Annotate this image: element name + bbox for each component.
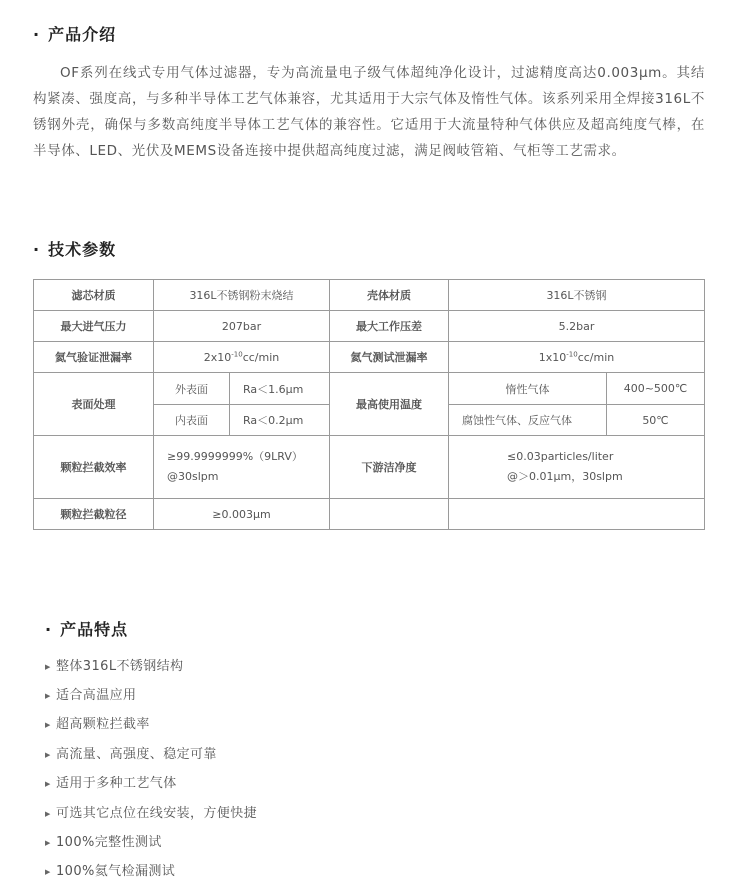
spec-row-particle-size (34, 499, 705, 530)
spec-value-core-material: 316L不锈钢粉末烧结 (154, 280, 330, 311)
bullet-dot: · (45, 620, 53, 639)
efficiency-line-1: ≥99.9999999%（9LRV） (167, 450, 303, 463)
feature-item (45, 858, 257, 887)
bullet-dot: · (33, 240, 41, 259)
feature-text: 可选其它点位在线安装，方便快捷 (56, 805, 258, 821)
leak-base: 1x10 (538, 350, 567, 364)
feature-item (45, 681, 257, 710)
intro-section-title (33, 22, 116, 45)
spec-value-helium-test-leak (449, 342, 705, 373)
spec-row-efficiency (34, 436, 705, 499)
spec-title-text: 技术参数 (48, 240, 117, 259)
spec-label-surface-treatment: 表面处理 (34, 373, 154, 436)
features-title-text: 产品特点 (60, 620, 129, 639)
spec-value-max-differential-pressure: 5.2bar (449, 311, 705, 342)
spec-label-core-material: 滤芯材质 (34, 280, 154, 311)
spec-sub-label-inert-gas: 惰性气体 (449, 373, 607, 405)
spec-value-particle-efficiency (154, 436, 330, 499)
spec-empty-cell (449, 499, 705, 530)
spec-label-helium-test-leak: 氦气测试泄漏率 (330, 342, 449, 373)
triangle-right-icon: ▶ (45, 662, 51, 671)
spec-section-title (33, 237, 116, 260)
spec-row-material (34, 280, 705, 311)
feature-item (45, 799, 257, 828)
triangle-right-icon: ▶ (45, 868, 51, 877)
spec-label-max-temperature: 最高使用温度 (330, 373, 449, 436)
triangle-right-icon: ▶ (45, 721, 51, 730)
spec-value-outer-roughness: Ra＜1.6μm (230, 373, 330, 405)
leak-exponent: -10 (231, 349, 243, 358)
feature-item (45, 711, 257, 740)
efficiency-line-2: @30slpm (167, 470, 219, 483)
spec-value-particle-size: ≥0.003μm (154, 499, 330, 530)
feature-text: 适合高温应用 (56, 688, 137, 704)
spec-table (33, 279, 705, 530)
feature-item (45, 828, 257, 857)
spec-label-particle-efficiency: 颗粒拦截效率 (34, 436, 154, 499)
feature-text: 超高颗粒拦截率 (56, 717, 150, 733)
leak-unit: cc/min (577, 350, 615, 364)
feature-text: 100%完整性测试 (56, 835, 162, 851)
spec-row-pressure (34, 311, 705, 342)
cleanliness-line-2: @＞0.01μm，30slpm (507, 470, 623, 483)
spec-label-particle-size: 颗粒拦截粒径 (34, 499, 154, 530)
spec-value-downstream-cleanliness (449, 436, 705, 499)
spec-label-max-differential-pressure: 最大工作压差 (330, 311, 449, 342)
spec-value-helium-verify-leak (154, 342, 330, 373)
intro-paragraph: OF系列在线式专用气体过滤器，专为高流量电子级气体超纯净化设计，过滤精度高达0.003μm。其结构紧凑、强度高，与多种半导体工艺气体兼容，尤其适用于大宗气体及惰性气体。该系列采用全焊接316L不锈钢外壳，确保与多数高纯度半导体工艺气体的兼容性。它适用于大流量特种气体供应及超高纯度气棒，在半导体、LED、光伏及MEMS设备连接中提供超高纯度过滤，满足阀岐管箱、气柜等工艺需求。 (33, 65, 705, 159)
spec-value-shell-material: 316L不锈钢 (449, 280, 705, 311)
triangle-right-icon: ▶ (45, 780, 51, 789)
spec-label-max-inlet-pressure: 最大进气压力 (34, 311, 154, 342)
spec-empty-cell (330, 499, 449, 530)
spec-row-surface-outer (34, 373, 705, 405)
spec-label-downstream-cleanliness: 下游洁净度 (330, 436, 449, 499)
feature-item (45, 770, 257, 799)
spec-value-inner-roughness: Ra＜0.2μm (230, 405, 330, 436)
feature-item (45, 740, 257, 769)
spec-value-corrosive-gas-temp: 50℃ (607, 405, 705, 436)
features-section-title (45, 617, 128, 640)
spec-sub-label-outer: 外表面 (154, 373, 230, 405)
triangle-right-icon: ▶ (45, 750, 51, 759)
spec-label-helium-verify-leak: 氦气验证泄漏率 (34, 342, 154, 373)
spec-sub-label-inner: 内表面 (154, 405, 230, 436)
spec-label-shell-material: 壳体材质 (330, 280, 449, 311)
feature-text: 整体316L不锈钢结构 (56, 658, 184, 674)
intro-title-text: 产品介绍 (48, 25, 117, 44)
feature-text: 100%氦气检漏测试 (56, 864, 176, 880)
triangle-right-icon: ▶ (45, 809, 51, 818)
feature-text: 高流量、高强度、稳定可靠 (56, 746, 217, 762)
triangle-right-icon: ▶ (45, 839, 51, 848)
leak-unit: cc/min (242, 350, 280, 364)
bullet-dot: · (33, 25, 41, 44)
feature-text: 适用于多种工艺气体 (56, 776, 177, 792)
cleanliness-line-1: ≤0.03particles/liter (507, 450, 614, 463)
spec-sub-label-corrosive-gas: 腐蚀性气体、反应气体 (449, 405, 607, 436)
triangle-right-icon: ▶ (45, 692, 51, 701)
spec-row-leak-rate (34, 342, 705, 373)
spec-value-inert-gas-temp: 400~500℃ (607, 373, 705, 405)
leak-exponent: -10 (566, 349, 578, 358)
leak-base: 2x10 (203, 350, 232, 364)
feature-item (45, 652, 257, 681)
spec-value-max-inlet-pressure: 207bar (154, 311, 330, 342)
feature-list (45, 652, 257, 887)
